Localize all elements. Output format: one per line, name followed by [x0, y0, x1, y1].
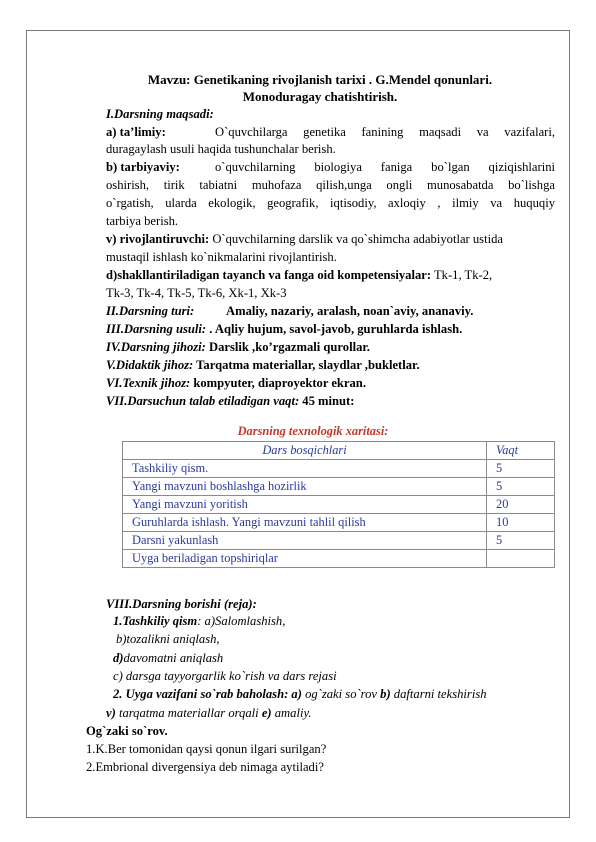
row-stage: Guruhlarda ishlash. Yangi mavzuni tahlil qilish — [123, 514, 487, 532]
row-stage: Yangi mavzuni boshlashga hozirlik — [123, 478, 487, 496]
header-stages: Dars bosqichlari — [123, 442, 487, 460]
didactic-equipment-label: V.Didaktik jihoz: — [106, 358, 194, 372]
plan-line-5-notebook: daftarni tekshirish — [390, 687, 487, 701]
lesson-equipment-value: Darslik ,ko’rgazmali qurollar. — [205, 340, 370, 354]
row-time: 5 — [487, 532, 555, 550]
plan-line-4: c) darsga tayyorgarlik ko`rish va dars rejasi — [113, 669, 337, 683]
question-1: 1.K.Ber tomonidan qaysi qonun ilgari surilgan? — [86, 742, 327, 756]
table-row — [123, 532, 555, 550]
plan-line-5 — [113, 686, 487, 702]
table-row — [123, 514, 555, 532]
plan-line-1-label: 1.Tashkiliy qism — [113, 614, 198, 628]
objective-b-text-3: o`rgatish, ularda ekologik, geografik, iqtisodiy, axloqiy , ilmiy va huquqiy — [106, 196, 555, 210]
technical-equipment — [106, 375, 366, 391]
objective-a-label: a) ta’limiy: — [106, 125, 166, 139]
header-time: Vaqt — [487, 442, 555, 460]
plan-line-1 — [113, 613, 285, 629]
row-time: 5 — [487, 460, 555, 478]
lesson-method-label: III.Darsning usuli: — [106, 322, 207, 336]
objective-b-text: o`quvchilarning biologiya faniga bo`lgan qiziqishlarini — [215, 160, 555, 174]
plan-line-5-a: a) — [288, 687, 302, 701]
row-stage: Uyga beriladigan topshiriqlar — [123, 550, 487, 568]
row-time — [487, 550, 555, 568]
objective-a-text: O`quvchilarga genetika fanining maqsadi va vazifalari, — [215, 125, 555, 139]
lesson-time-label: VII.Darsuchun talab etiladigan vaqt: — [106, 394, 300, 408]
lesson-time — [106, 393, 354, 409]
objective-b-label: b) tarbiyaviy: — [106, 160, 180, 174]
row-time: 10 — [487, 514, 555, 532]
lesson-type-value: Amaliy, nazariy, aralash, noan`aviy, ananaviy. — [226, 304, 474, 318]
lesson-time-value: 45 minut: — [299, 394, 355, 408]
plan-line-6-practical: amaliy. — [271, 706, 312, 720]
plan-line-6-e: e) — [261, 706, 272, 720]
objective-b-text-4: tarbiya berish. — [106, 214, 179, 228]
table-row — [123, 478, 555, 496]
objective-v-text: O`quvchilarning darslik va qo`shimcha adabiyotlar ustida — [209, 232, 503, 246]
oral-heading: Og`zaki so`rov. — [86, 724, 168, 738]
lesson-type-label: II.Darsning turi: — [106, 304, 195, 318]
row-stage: Darsni yakunlash — [123, 532, 487, 550]
objective-d-text-2: Tk-3, Tk-4, Tk-5, Tk-6, Xk-1, Xk-3 — [106, 286, 287, 300]
table-row — [123, 496, 555, 514]
lesson-method — [106, 321, 462, 337]
lesson-equipment — [106, 339, 370, 355]
plan-heading: VIII.Darsning borishi (reja): — [106, 597, 257, 611]
technical-equipment-value: kompyuter, diaproyektor ekran. — [190, 376, 366, 390]
plan-line-1-text: : a)Salomlashish, — [197, 614, 286, 628]
tech-map-table — [122, 441, 555, 568]
row-time: 5 — [487, 478, 555, 496]
plan-line-5-oral: og`zaki so`rov — [301, 687, 381, 701]
table-row — [123, 550, 555, 568]
title-line-1: Mavzu: Genetikaning rivojlanish tarixi . G.Mendel qonunlari. — [147, 72, 493, 87]
objective-b — [106, 159, 555, 175]
plan-line-5-b: b) — [380, 687, 391, 701]
plan-line-3-text: davomatni aniqlash — [123, 651, 224, 665]
tech-map-caption: Darsning texnologik xaritasi: — [237, 424, 389, 438]
objective-d — [106, 267, 492, 283]
row-stage: Yangi mavzuni yoritish — [123, 496, 487, 514]
technical-equipment-label: VI.Texnik jihoz: — [106, 376, 191, 390]
objective-d-text: Tk-1, Tk-2, — [431, 268, 493, 282]
title-line-2: Monoduragay chatishtirish. — [242, 89, 398, 104]
didactic-equipment-value: Tarqatma materiallar, slaydlar ,bukletlar. — [193, 358, 420, 372]
table-row — [123, 460, 555, 478]
objective-v — [106, 231, 503, 247]
plan-line-6-materials: tarqatma materiallar orqali — [115, 706, 262, 720]
objectives-heading: I.Darsning maqsadi: — [106, 107, 214, 121]
lesson-equipment-label: IV.Darsning jihozi: — [106, 340, 206, 354]
plan-line-6-v: v) — [106, 706, 116, 720]
row-stage: Tashkiliy qism. — [123, 460, 487, 478]
plan-line-2: b)tozalikni aniqlash, — [116, 632, 220, 646]
objective-v-label: v) rivojlantiruvchi: — [106, 232, 210, 246]
objective-a — [106, 124, 555, 140]
plan-line-3-letter: d) — [113, 651, 124, 665]
lesson-method-value: . Aqliy hujum, savol-javob, guruhlarda ishlash. — [206, 322, 463, 336]
plan-line-3 — [113, 650, 223, 666]
objective-a-text-2: duragaylash usuli haqida tushunchalar berish. — [106, 142, 336, 156]
table-header-row — [123, 442, 555, 460]
objective-v-text-2: mustaqil ishlash ko`nikmalarini rivojlantirish. — [106, 250, 337, 264]
didactic-equipment — [106, 357, 420, 373]
objective-b-text-2: oshirish, tirik tabiatni muhofaza qilish,unga ongli munosabatda bo`lishga — [106, 178, 555, 192]
objective-d-label: d)shakllantiriladigan tayanch va fanga oid kompetensiyalar: — [106, 268, 432, 282]
question-2: 2.Embrional divergensiya deb nimaga aytiladi? — [86, 760, 324, 774]
row-time: 20 — [487, 496, 555, 514]
plan-line-5-label: 2. Uyga vazifani so`rab baholash: — [113, 687, 289, 701]
lesson-type — [106, 303, 474, 319]
plan-line-6 — [106, 705, 312, 721]
